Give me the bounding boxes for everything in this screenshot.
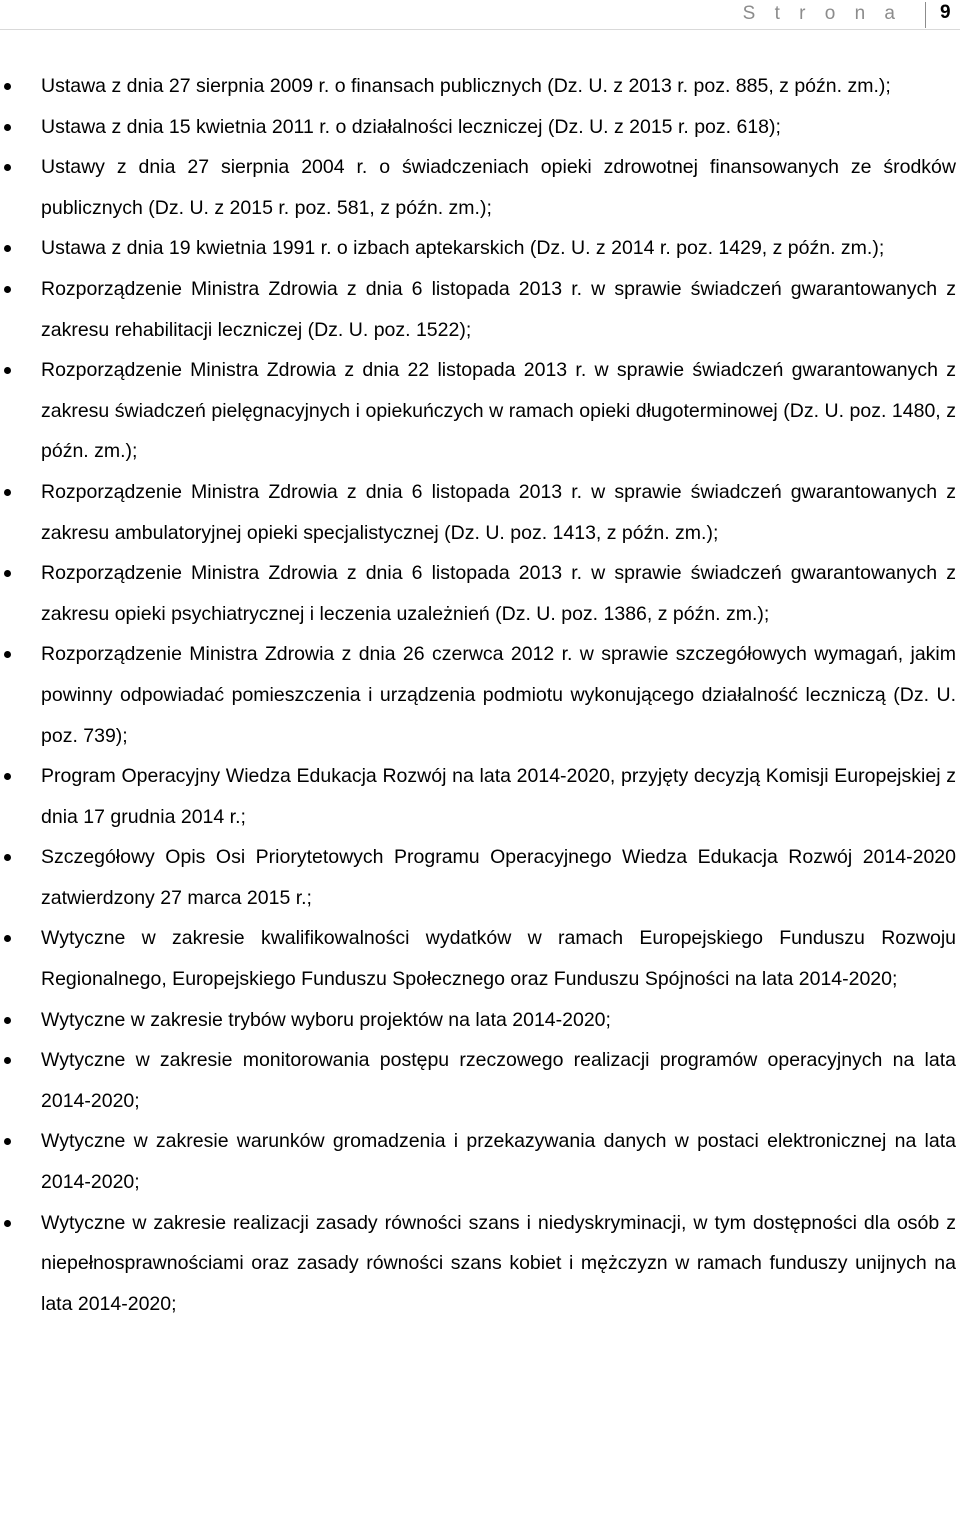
list-item-text: Ustawa z dnia 15 kwietnia 2011 r. o działalności leczniczej (Dz. U. z 2015 r. poz. 618);	[41, 115, 781, 138]
list-item	[0, 634, 956, 756]
list-item	[0, 1040, 956, 1121]
legal-basis-list	[0, 66, 956, 1324]
bullet-icon	[4, 124, 11, 131]
bullet-icon	[4, 245, 11, 252]
list-item	[0, 1203, 956, 1325]
list-item	[0, 1121, 956, 1202]
bullet-icon	[4, 489, 11, 496]
list-item	[0, 472, 956, 553]
list-item	[0, 107, 956, 148]
list-item-text: Wytyczne w zakresie monitorowania postępu rzeczowego realizacji programów operacyjnych na lata 2014-2020;	[41, 1049, 956, 1112]
bullet-icon	[4, 1220, 11, 1227]
page-label: S t r o n a	[742, 3, 902, 24]
header-divider	[925, 2, 926, 28]
list-item	[0, 66, 956, 107]
page-header	[0, 0, 960, 40]
list-item	[0, 1000, 956, 1041]
bullet-icon	[4, 164, 11, 171]
list-item-text: Rozporządzenie Ministra Zdrowia z dnia 22 listopada 2013 r. w sprawie świadczeń gwarantowanych z zakresu świadczeń pielęgnacyjnych i opiekuńczych w ramach opieki długoterminowej (Dz. U. poz. 1480, z późn. zm.);	[41, 359, 956, 463]
bullet-icon	[4, 1057, 11, 1064]
list-item	[0, 837, 956, 918]
list-item-text: Szczegółowy Opis Osi Priorytetowych Programu Operacyjnego Wiedza Edukacja Rozwój 2014-2020 zatwierdzony 27 marca 2015 r.;	[41, 846, 956, 909]
bullet-icon	[4, 1138, 11, 1145]
bullet-icon	[4, 1017, 11, 1024]
bullet-icon	[4, 854, 11, 861]
bullet-icon	[4, 935, 11, 942]
list-item-text: Ustawy z dnia 27 sierpnia 2004 r. o świadczeniach opieki zdrowotnej finansowanych ze środków publicznych (Dz. U. z 2015 r. poz. 581, z późn. zm.);	[41, 156, 956, 219]
list-item	[0, 553, 956, 634]
list-item-text: Program Operacyjny Wiedza Edukacja Rozwój na lata 2014-2020, przyjęty decyzją Komisji Europejskiej z dnia 17 grudnia 2014 r.;	[41, 765, 956, 828]
list-item-text: Ustawa z dnia 19 kwietnia 1991 r. o izbach aptekarskich (Dz. U. z 2014 r. poz. 1429, z późn. zm.);	[41, 237, 885, 260]
list-item-text: Ustawa z dnia 27 sierpnia 2009 r. o finansach publicznych (Dz. U. z 2013 r. poz. 885, z późn. zm.);	[41, 75, 891, 97]
page-number: 9	[940, 2, 951, 23]
list-item	[0, 918, 956, 999]
list-item-text: Wytyczne w zakresie realizacji zasady równości szans i niedyskryminacji, w tym dostępności dla osób z niepełnosprawnościami oraz zasady równości szans kobiet i mężczyzn w ramach funduszy unijnych na lata 2014-2020;	[41, 1211, 956, 1315]
header-rule	[0, 29, 960, 30]
list-item	[0, 350, 956, 472]
list-item	[0, 147, 956, 228]
list-item-text: Wytyczne w zakresie trybów wyboru projektów na lata 2014-2020;	[41, 1008, 611, 1031]
bullet-icon	[4, 83, 11, 90]
bullet-icon	[4, 286, 11, 293]
list-item-text: Rozporządzenie Ministra Zdrowia z dnia 26 czerwca 2012 r. w sprawie szczegółowych wymagań, jakim powinny odpowiadać pomieszczenia i urządzenia podmiotu wykonującego działalność leczniczą (Dz. U. poz. 739);	[41, 643, 956, 747]
bullet-icon	[4, 651, 11, 658]
list-item-text: Rozporządzenie Ministra Zdrowia z dnia 6 listopada 2013 r. w sprawie świadczeń gwarantowanych z zakresu rehabilitacji leczniczej (Dz. U. poz. 1522);	[41, 277, 956, 341]
list-item-text: Rozporządzenie Ministra Zdrowia z dnia 6 listopada 2013 r. w sprawie świadczeń gwarantowanych z zakresu opieki psychiatrycznej i leczenia uzależnień (Dz. U. poz. 1386, z późn. zm.);	[41, 562, 956, 625]
bullet-icon	[4, 367, 11, 374]
bullet-icon	[4, 773, 11, 780]
list-item	[0, 228, 956, 269]
list-item-text: Wytyczne w zakresie kwalifikowalności wydatków w ramach Europejskiego Funduszu Rozwoju Regionalnego, Europejskiego Funduszu Społecznego oraz Funduszu Spójności na lata 2014-2020;	[41, 927, 956, 991]
list-item-text: Wytyczne w zakresie warunków gromadzenia i przekazywania danych w postaci elektronicznej na lata 2014-2020;	[41, 1130, 956, 1194]
list-item	[0, 756, 956, 837]
bullet-icon	[4, 570, 11, 577]
list-item	[0, 269, 956, 350]
list-item-text: Rozporządzenie Ministra Zdrowia z dnia 6 listopada 2013 r. w sprawie świadczeń gwarantowanych z zakresu ambulatoryjnej opieki specjalistycznej (Dz. U. poz. 1413, z późn. zm.);	[41, 480, 956, 544]
